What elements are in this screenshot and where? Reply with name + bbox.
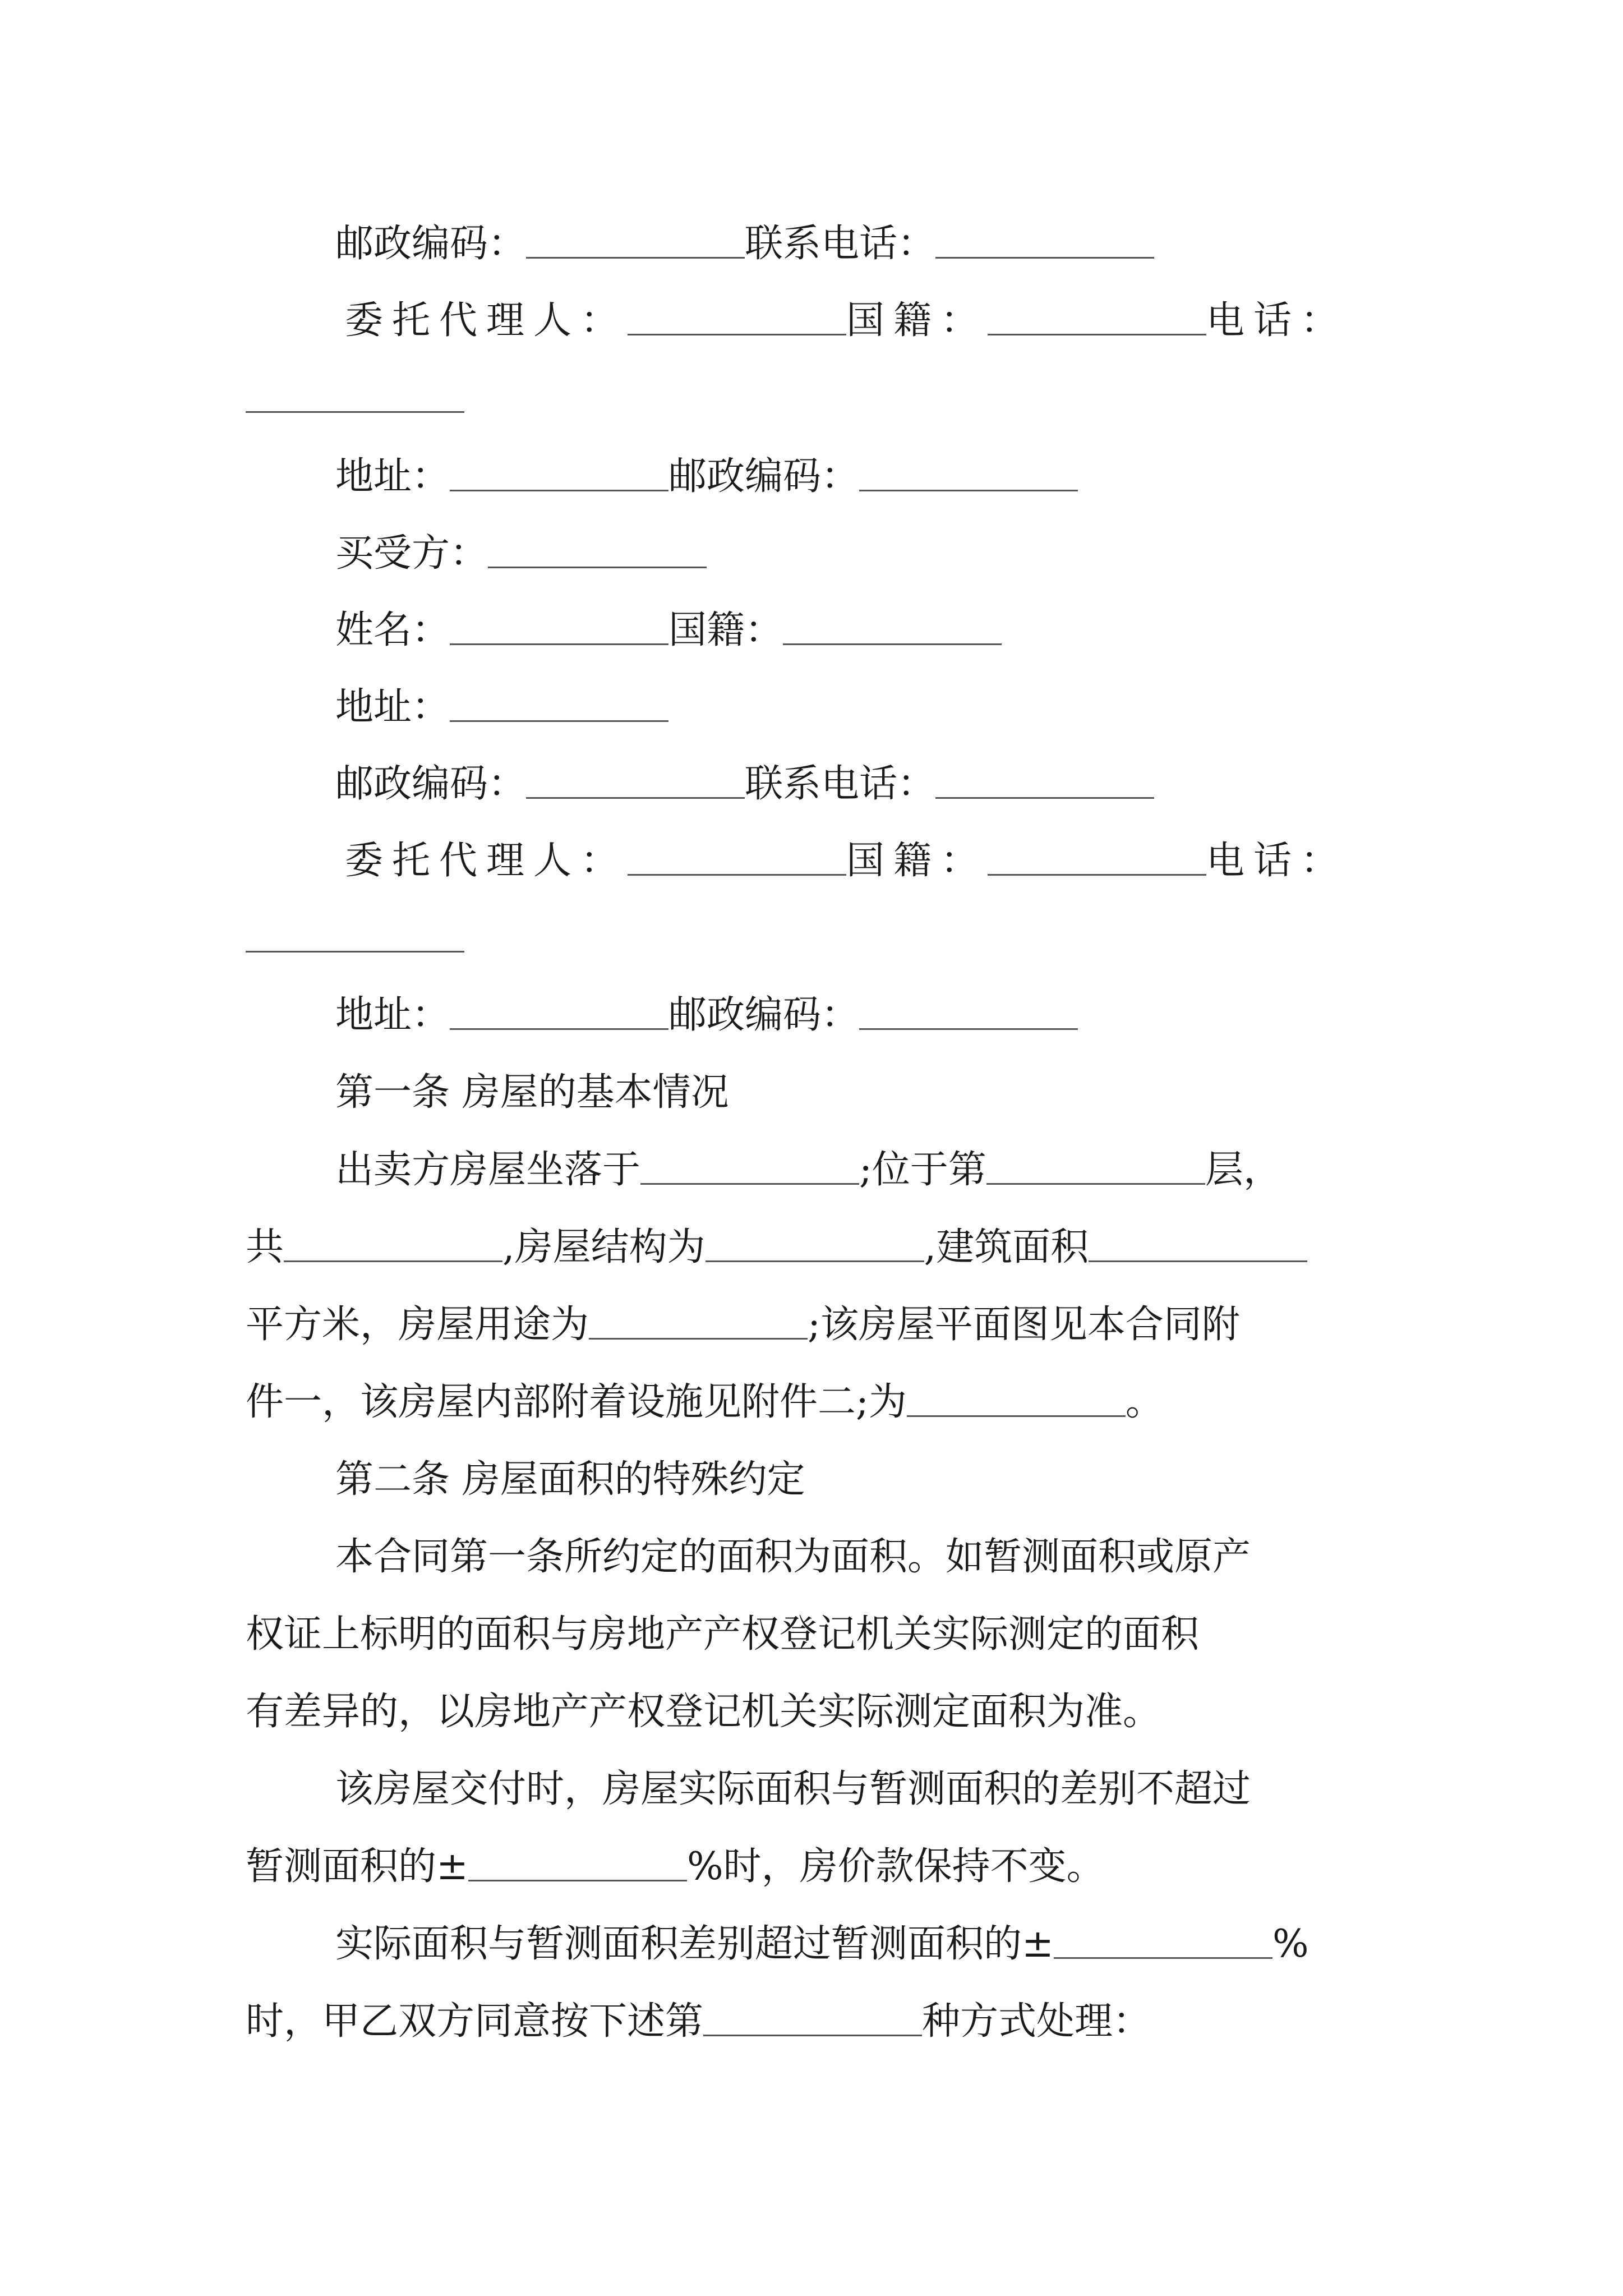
line-text: 联系电话： [745, 762, 936, 806]
line-text: 时，甲乙双方同意按下述第 [246, 1999, 704, 2044]
line-text: 平方米，房屋用途为 [246, 1303, 589, 1347]
line-3 [246, 370, 464, 426]
line-text: 地址： [335, 454, 450, 499]
line-text: 电话： [1206, 839, 1348, 883]
line-10 [246, 910, 464, 966]
line-text: 委托代理人： [345, 298, 628, 343]
line-text: 层， [1205, 1148, 1281, 1192]
fill-blank [859, 450, 1078, 491]
fill-blank [935, 218, 1154, 259]
line-15 [246, 1297, 1240, 1353]
line-text: 有差异的，以房地产产权登记机关实际测定面积为准。 [246, 1690, 1161, 1734]
line-text: 邮政编码： [335, 222, 527, 266]
line-text: 国籍： [846, 839, 988, 883]
line-text: 国籍： [846, 298, 988, 343]
line-text: 权证上标明的面积与房地产产权登记机关实际测定的面积 [246, 1612, 1200, 1657]
line-text: 实际面积与暂测面积差别超过暂测面积的± [335, 1922, 1054, 1966]
fill-blank [246, 912, 464, 953]
line-7 [335, 679, 668, 735]
fill-blank [859, 989, 1078, 1030]
fill-blank [450, 681, 668, 722]
line-text: 。 [1125, 1380, 1164, 1424]
fill-blank [706, 1221, 924, 1262]
line-text: 地址： [335, 685, 450, 729]
fill-blank [935, 758, 1154, 799]
fill-blank [1054, 1918, 1272, 1959]
line-text: 买受方： [335, 531, 488, 576]
line-text: 件一，该房屋内部附着设施见附件二;为 [246, 1380, 907, 1424]
line-9 [345, 833, 1348, 889]
line-23 [335, 1916, 1309, 1972]
fill-blank [589, 1299, 808, 1340]
line-text: 该房屋交付时，房屋实际面积与暂测面积的差别不超过 [335, 1767, 1251, 1811]
fill-blank [907, 1376, 1126, 1417]
line-text: 第二条 房屋面积的特殊约定 [335, 1457, 805, 1502]
line-8 [335, 756, 1154, 812]
line-5 [335, 526, 707, 582]
line-text: % [1272, 1922, 1309, 1966]
line-18 [335, 1529, 1251, 1585]
fill-blank [450, 604, 668, 645]
fill-blank [1089, 1221, 1307, 1262]
line-21 [335, 1761, 1251, 1818]
fill-blank [450, 989, 668, 1030]
line-11 [335, 987, 1078, 1043]
line-20 [246, 1684, 1161, 1740]
line-text: 国籍： [668, 608, 783, 652]
fill-blank [488, 527, 707, 568]
line-text: ,房屋结构为 [502, 1225, 706, 1269]
line-text: 邮政编码： [668, 454, 860, 499]
fill-blank [703, 1995, 922, 2036]
line-text: 暂测面积的± [246, 1844, 468, 1889]
line-2 [345, 293, 1348, 349]
line-16 [246, 1374, 1164, 1430]
line-text: %时，房价款保持不变。 [686, 1844, 1105, 1889]
line-text: 委托代理人： [345, 839, 628, 883]
line-text: 出卖方房屋坐落于 [335, 1148, 641, 1192]
line-6 [335, 602, 1002, 659]
fill-blank [450, 450, 668, 491]
line-13 [335, 1142, 1281, 1198]
fill-blank [628, 835, 846, 876]
line-text: 本合同第一条所约定的面积为面积。如暂测面积或原产 [335, 1535, 1251, 1579]
line-text: ;位于第 [859, 1148, 986, 1192]
line-text: 地址： [335, 993, 450, 1037]
fill-blank [783, 604, 1002, 645]
line-text: 联系电话： [745, 222, 936, 266]
line-24 [246, 1994, 1151, 2050]
line-text: 姓名： [335, 608, 450, 652]
line-4 [335, 449, 1078, 505]
line-text: ,建筑面积 [924, 1225, 1089, 1269]
line-text: 邮政编码： [335, 762, 527, 806]
line-22 [246, 1839, 1105, 1895]
fill-blank [986, 1144, 1205, 1185]
line-19 [246, 1607, 1199, 1663]
fill-blank [988, 835, 1206, 876]
fill-blank [246, 372, 464, 413]
line-17 [335, 1452, 805, 1508]
line-1 [335, 216, 1154, 272]
line-text: 电话： [1206, 298, 1348, 343]
fill-blank [284, 1221, 502, 1262]
fill-blank [628, 295, 846, 335]
line-14 [246, 1220, 1307, 1276]
fill-blank [640, 1144, 859, 1185]
line-text: 第一条 房屋的基本情况 [335, 1070, 729, 1115]
fill-blank [468, 1841, 687, 1881]
fill-blank [988, 295, 1206, 335]
fill-blank [526, 218, 745, 259]
line-text: ;该房屋平面图见本合同附 [808, 1303, 1240, 1347]
line-text: 邮政编码： [668, 993, 860, 1037]
line-text: 种方式处理： [922, 1999, 1151, 2044]
line-12 [335, 1065, 729, 1121]
line-text: 共 [246, 1225, 284, 1269]
fill-blank [526, 758, 745, 799]
